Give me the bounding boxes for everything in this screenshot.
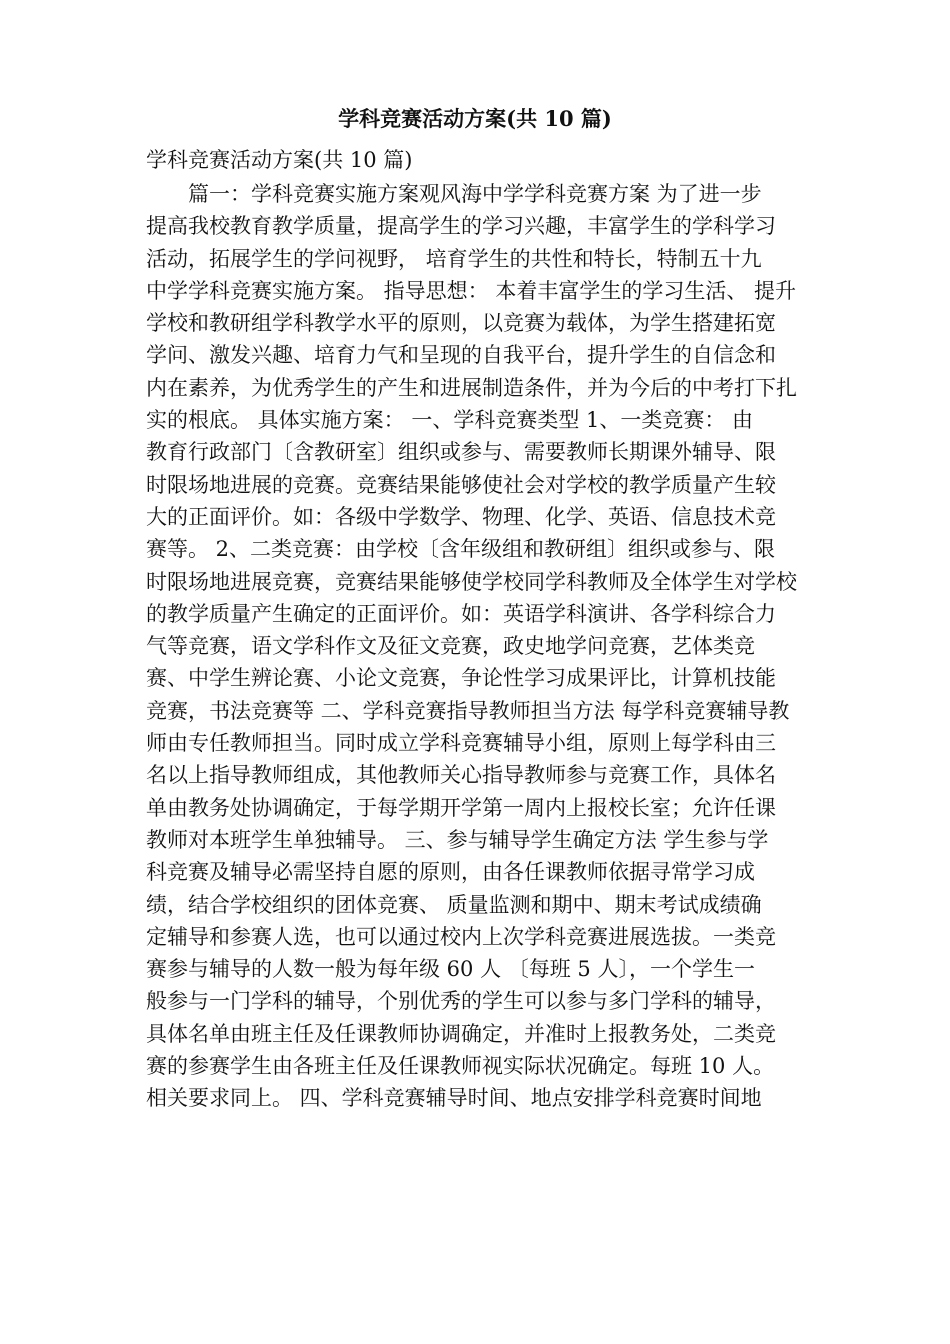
body-line: 般参与一门学科的辅导，个别优秀的学生可以参与多门学科的辅导， [146,989,776,1014]
body-line: 名以上指导教师组成，其他教师关心指导教师参与竞赛工作，具体名 [146,763,776,788]
body-line: 实的根底。 具体实施方案： 一、学科竞赛类型 1、一类竞赛： 由 [146,408,754,433]
document-body [146,178,824,1115]
body-line: 教育行政部门〔含教研室〕组织或参与、需要教师长期课外辅导、限 [146,440,776,465]
body-line: 学问、激发兴趣、培育力气和呈现的自我平台，提升学生的自信念和 [146,343,776,368]
body-line: 赛参与辅导的人数一般为每年级 60 人 〔每班 5 人〕，一个学生一 [146,957,755,982]
body-line: 时限场地进展的竞赛。竞赛结果能够使社会对学校的教学质量产生较 [146,472,776,497]
body-line: 绩，结合学校组织的团体竞赛、 质量监测和期中、期末考试成绩确 [146,892,762,917]
body-line: 的教学质量产生确定的正面评价。如：英语学科演讲、各学科综合力 [146,601,776,626]
body-line: 赛的参赛学生由各班主任及任课教师视实际状况确定。每班 10 人。 [146,1054,775,1079]
body-line: 赛、中学生辨论赛、小论文竞赛，争论性学习成果评比，计算机技能 [146,666,776,691]
document-title: 学科竞赛活动方案(共 10 篇) [338,106,612,131]
body-line: 单由教务处协调确定，于每学期开学第一周内上报校长室；允许任课 [146,795,776,820]
body-line: 篇一：学科竞赛实施方案观风海中学学科竞赛方案 为了进一步 [146,182,762,206]
body-line: 赛等。 2、二类竞赛：由学校〔含年级组和教研组〕组织或参与、限 [146,537,776,562]
body-line: 竞赛，书法竞赛等 二、学科竞赛指导教师担当方法 每学科竞赛辅导教 [146,698,790,723]
body-line: 学校和教研组学科教学水平的原则，以竞赛为载体，为学生搭建拓宽 [146,311,776,336]
body-line: 大的正面评价。如：各级中学数学、物理、化学、英语、信息技术竞 [146,504,776,529]
body-line: 教师对本班学生单独辅导。 三、参与辅导学生确定方法 学生参与学 [146,827,769,852]
document-subtitle: 学科竞赛活动方案(共 10 篇) [146,148,413,172]
body-line: 内在素养，为优秀学生的产生和进展制造条件，并为今后的中考打下扎 [146,375,797,400]
body-line: 提高我校教育教学质量，提高学生的学习兴趣，丰富学生的学科学习 [146,214,776,239]
body-line: 活动，拓展学生的学问视野， 培育学生的共性和特长，特制五十九 [146,246,762,271]
body-line: 相关要求同上。 四、学科竞赛辅导时间、地点安排学科竞赛时间地 [146,1086,762,1111]
body-line: 师由专任教师担当。同时成立学科竞赛辅导小组，原则上每学科由三 [146,731,776,756]
body-line: 中学学科竞赛实施方案。 指导思想： 本着丰富学生的学习生活、 提升 [146,278,797,303]
body-line: 具体名单由班主任及任课教师协调确定，并准时上报教务处，二类竞 [146,1021,776,1046]
body-line: 科竞赛及辅导必需坚持自愿的原则，由各任课教师依据寻常学习成 [146,860,755,885]
body-line: 定辅导和参赛人选，也可以通过校内上次学科竞赛进展选拔。一类竞 [146,924,776,949]
body-line: 时限场地进展竞赛，竞赛结果能够使学校同学科教师及全体学生对学校 [146,569,797,594]
body-line: 气等竞赛，语文学科作文及征文竞赛，政史地学问竞赛，艺体类竞 [146,634,755,659]
